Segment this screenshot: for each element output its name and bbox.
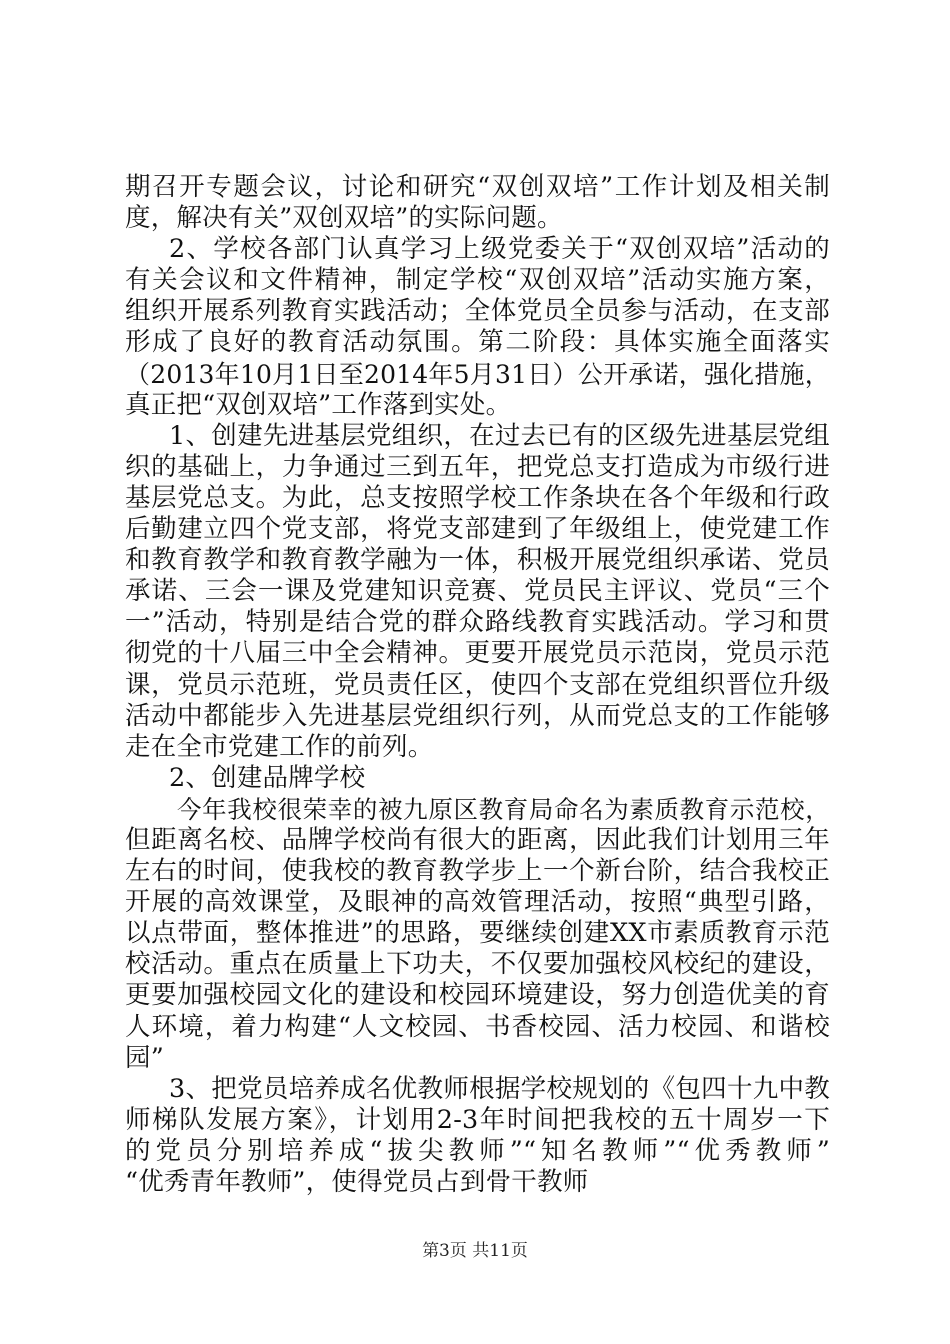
paragraph-line: 但距离名校、品牌学校尚有很大的距离，因此我们计划用三年 — [125, 824, 830, 855]
paragraph-line: 后勤建立四个党支部，将党支部建到了年级组上，使党建工作 — [125, 514, 830, 545]
paragraph-line: 开展的高效课堂，及眼神的高效管理活动，按照“典型引路， — [125, 887, 830, 918]
paragraph-line: 基层党总支。为此，总支按照学校工作条块在各个年级和行政 — [125, 482, 830, 513]
paragraph-line: 真正把“双创双培”工作落到实处。 — [125, 389, 512, 420]
paragraph-line: 3、把党员培养成名优教师根据学校规划的《包四十九中教 — [169, 1073, 830, 1104]
paragraph-line: 以点带面，整体推进”的思路，要继续创建XX市素质教育示范 — [125, 918, 830, 949]
paragraph-line: 形成了良好的教育活动氛围。第二阶段：具体实施全面落实 — [125, 327, 830, 358]
paragraph-line: 人环境，着力构建“人文校园、书香校园、活力校园、和谐校 — [125, 1011, 830, 1042]
paragraph-line: 承诺、三会一课及党建知识竞赛、党员民主评议、党员“三个 — [125, 576, 830, 607]
paragraph-line: 的党员分别培养成“拔尖教师”“知名教师”“优秀教师” — [125, 1135, 830, 1166]
page-number: 第3页 共11页 — [422, 1241, 528, 1261]
paragraph-line: 2、学校各部门认真学习上级党委关于“双创双培”活动的 — [169, 234, 830, 265]
paragraph-line: 一”活动，特别是结合党的群众路线教育实践活动。学习和贯 — [125, 607, 830, 638]
paragraph-line: 课，党员示范班，党员责任区，使四个支部在党组织晋位升级 — [125, 669, 830, 700]
paragraph-line: 左右的时间，使我校的教育教学步上一个新台阶，结合我校正 — [125, 856, 830, 887]
paragraph-line: 今年我校很荣幸的被九原区教育局命名为素质教育示范校， — [177, 794, 830, 824]
paragraph-line: 组织开展系列教育实践活动；全体党员全员参与活动，在支部 — [125, 296, 830, 327]
paragraph-line: 彻党的十八届三中全会精神。更要开展党员示范岗，党员示范 — [125, 638, 830, 669]
paragraph-line: 织的基础上，力争通过三到五年，把党总支打造成为市级行进 — [125, 451, 830, 482]
paragraph-line: 1、创建先进基层党组织，在过去已有的区级先进基层党组 — [169, 420, 830, 451]
paragraph-line: 期召开专题会议，讨论和研究“双创双培”工作计划及相关制 — [125, 172, 830, 202]
paragraph-line: 活动中都能步入先进基层党组织行列，从而党总支的工作能够 — [125, 700, 830, 731]
paragraph-line: 师梯队发展方案》，计划用2-3年时间把我校的五十周岁一下 — [125, 1104, 830, 1135]
paragraph-line: “优秀青年教师”，使得党员占到骨干教师 — [125, 1167, 589, 1197]
paragraph-line: 更要加强校园文化的建设和校园环境建设，努力创造优美的育 — [125, 980, 830, 1011]
paragraph-line: 有关会议和文件精神，制定学校“双创双培”活动实施方案， — [125, 265, 830, 296]
paragraph-line: （2013年10月1日至2014年5月31日）公开承诺，强化措施， — [125, 359, 830, 389]
paragraph-line: 园” — [125, 1042, 164, 1073]
section-heading: 2、创建品牌学校 — [169, 762, 366, 793]
paragraph-line: 和教育教学和教育教学融为一体，积极开展党组织承诺、党员 — [125, 545, 830, 576]
document-body — [125, 172, 830, 1198]
paragraph-line: 度，解决有关”双创双培”的实际问题。 — [125, 203, 563, 234]
paragraph-line: 校活动。重点在质量上下功夫，不仅要加强校风校纪的建设， — [125, 949, 830, 980]
paragraph-line: 走在全市党建工作的前列。 — [125, 731, 434, 762]
